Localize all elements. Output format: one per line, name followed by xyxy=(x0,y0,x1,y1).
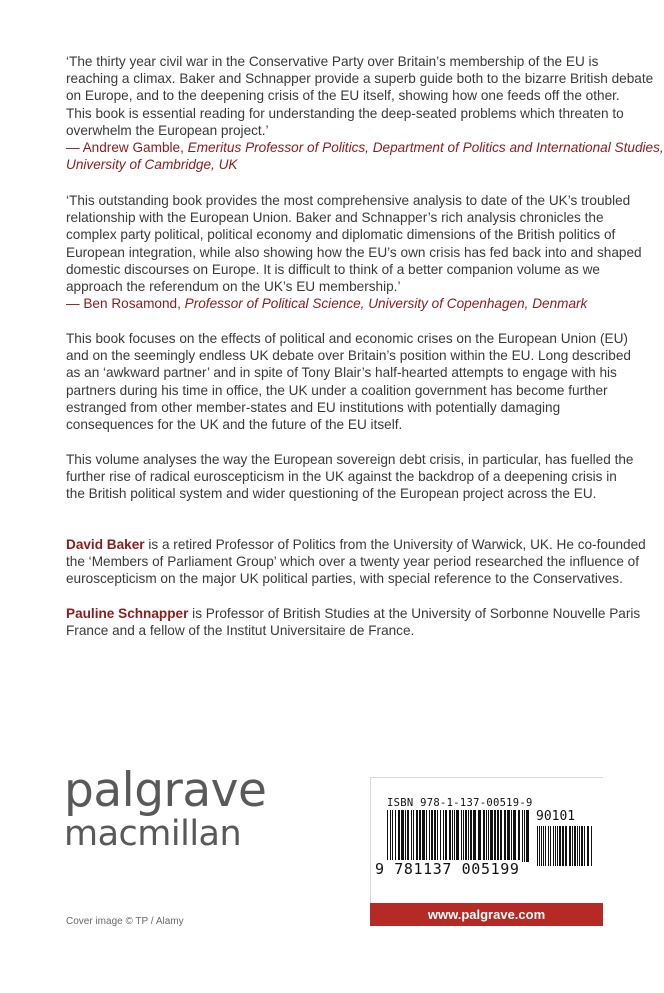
isbn-label: ISBN 978-1-137-00519-9 xyxy=(387,797,533,809)
barcode-bar xyxy=(411,810,412,862)
addon-bar xyxy=(555,826,556,866)
barcode-bar xyxy=(526,810,529,862)
attribution-name: — Andrew Gamble, xyxy=(66,140,184,156)
author-bio-baker xyxy=(66,536,646,588)
attribution-affiliation: Emeritus Professor of Politics, Department of Politics and International Studies, xyxy=(187,140,664,156)
barcode-bar xyxy=(443,810,444,862)
bio-text: is Professor of British Studies at the University of Sorbonne Nouvelle Paris xyxy=(188,606,641,621)
attribution-name: — Ben Rosamond, xyxy=(66,296,181,312)
addon-bar xyxy=(587,826,589,866)
barcode-bar xyxy=(431,810,433,862)
addon-bar xyxy=(577,826,578,866)
review-quote-rosamond xyxy=(66,192,642,312)
barcode-bar xyxy=(494,810,496,862)
barcode-bar xyxy=(473,810,476,862)
barcode-bar xyxy=(429,810,430,862)
bio-line: France and a fellow of the Institut Universitaire de France. xyxy=(66,623,415,639)
quote-line: overwhelm the European project.’ xyxy=(66,122,269,138)
addon-bar xyxy=(574,826,576,866)
barcode-bar xyxy=(490,810,493,862)
publisher-url[interactable]: www.palgrave.com xyxy=(370,903,603,926)
quote-line: reaching a climax. Baker and Schnapper provide a superb guide both to the bizarre British debate xyxy=(66,71,654,87)
barcode-bar xyxy=(518,810,520,862)
barcode-bar xyxy=(437,810,438,862)
description-line: This book focuses on the effects of political and economic crises on the European Union (EU) xyxy=(66,331,628,346)
description-line: This volume analyses the way the European sovereign debt crisis, in particular, has fuelled the xyxy=(66,452,634,467)
quote-line: relationship with the European Union. Baker and Schnapper’s rich analysis chronicles the xyxy=(66,210,604,226)
addon-bar xyxy=(550,826,551,866)
barcode-bar xyxy=(405,810,406,862)
addon-bar xyxy=(545,826,546,866)
quote-line: ‘The thirty year civil war in the Conservative Party over Britain’s membership of the EU is xyxy=(66,54,599,69)
logo-macmillan: macmillan xyxy=(64,814,242,854)
barcode-bar xyxy=(398,810,400,862)
barcode-bar xyxy=(483,810,485,862)
quote-attribution xyxy=(66,139,664,156)
barcode-bar xyxy=(511,810,512,862)
addon-bar xyxy=(579,826,580,866)
barcode-bar xyxy=(452,810,453,862)
quote-attribution xyxy=(66,295,626,312)
bio-line: the ‘Members of Parliament Group’ which over a twenty year period researched the influence of xyxy=(66,554,639,570)
barcode-bar xyxy=(488,810,489,862)
barcode-bar xyxy=(463,810,464,862)
barcode-bar xyxy=(440,810,441,862)
description-line: consequences for the UK and the future of the EU itself. xyxy=(66,417,403,433)
addon-bar xyxy=(539,826,540,866)
barcode-bar xyxy=(416,810,418,862)
barcode-bar xyxy=(419,810,421,862)
addon-bar xyxy=(548,826,549,866)
book-description-paragraph-2 xyxy=(66,451,634,503)
barcode-bar xyxy=(426,810,427,862)
barcode-bar xyxy=(422,810,425,862)
barcode-bar xyxy=(507,810,510,862)
addon-bar xyxy=(559,826,561,866)
quote-line: on Europe, and to the deepening crisis of the EU itself, showing how one feeds off the other. xyxy=(66,88,620,104)
barcode-bar xyxy=(468,810,469,862)
attribution-affiliation: University of Cambridge, UK xyxy=(66,157,238,173)
publisher-logo xyxy=(64,763,267,854)
barcode-bar xyxy=(470,810,472,862)
barcode-bar xyxy=(395,810,396,862)
quote-line: European integration, while also showing how the EU’s own crisis has fed back into and shaped xyxy=(66,244,642,260)
description-line: as an ‘awkward partner’ and in spite of Tony Blair’s half-hearted attempts to engage with his xyxy=(66,365,617,381)
barcode-bar xyxy=(449,810,451,862)
barcode-bar xyxy=(390,810,391,862)
addon-bar xyxy=(541,826,542,866)
addon-bar xyxy=(584,826,585,866)
barcode-bar xyxy=(504,810,506,862)
description-line: and on the seemingly endless UK debate over Britain’s position within the EU. Long described xyxy=(66,348,631,364)
barcode-addon-number: 90101 xyxy=(536,809,576,824)
barcode-bar xyxy=(522,810,523,862)
quote-line: This book is essential reading for understanding the deep-seated problems which threaten to xyxy=(66,105,624,121)
quote-attribution-cont xyxy=(66,156,626,173)
addon-bar xyxy=(581,826,583,866)
barcode-bar xyxy=(465,810,467,862)
logo-palgrave: palgrave xyxy=(64,763,267,818)
barcode-bar xyxy=(445,810,447,862)
addon-bar xyxy=(572,826,573,866)
addon-bar xyxy=(565,826,567,866)
addon-bar xyxy=(562,826,564,866)
addon-bar xyxy=(537,826,538,866)
quote-line: approach the referendum on the UK’s EU membership.’ xyxy=(66,279,401,295)
quote-line: complex party political, political economy and diplomatic dimensions of the British politics of xyxy=(66,227,616,243)
bio-text: is a retired Professor of Politics from the University of Warwick, UK. He co-founded xyxy=(144,537,646,552)
barcode-bar xyxy=(401,810,404,862)
barcode-bar xyxy=(497,810,499,862)
barcode-bar xyxy=(500,810,502,862)
addon-bar xyxy=(591,826,592,866)
description-line: further rise of radical euroscepticism in the UK against the backdrop of a deepening crisis in xyxy=(66,469,617,485)
quote-line: ‘This outstanding book provides the most comprehensive analysis to date of the UK’s troubled xyxy=(66,193,631,208)
barcode-bar xyxy=(524,810,525,862)
barcode-bar xyxy=(387,810,388,862)
bio-line xyxy=(66,536,646,553)
addon-bar xyxy=(543,826,544,866)
cover-image-credit: Cover image © TP / Alamy xyxy=(66,916,184,927)
barcode-bar xyxy=(413,810,414,862)
author-bio-schnapper xyxy=(66,605,641,639)
barcode-bar xyxy=(434,810,436,862)
review-quote-gamble xyxy=(66,53,664,173)
author-name: Pauline Schnapper xyxy=(66,606,189,621)
addon-bar xyxy=(557,826,558,866)
barcode-number: 9 781137 005199 xyxy=(375,860,520,878)
description-line: the British political system and wider questioning of the European project across the EU. xyxy=(66,486,597,502)
book-description-paragraph-1 xyxy=(66,330,631,433)
addon-bar xyxy=(569,826,571,866)
barcode-bar xyxy=(392,810,393,862)
bio-line xyxy=(66,605,641,622)
barcode-bar xyxy=(486,810,487,862)
quote-line: domestic discourses on Europe. It is difficult to think of a better companion volume as we xyxy=(66,261,600,277)
bio-line: euroscepticism on the major UK political parties, with special reference to the Conservatives. xyxy=(66,571,623,587)
description-line: partners during his time in office, the UK under a coalition government has become further xyxy=(66,382,608,398)
barcode-bar xyxy=(461,810,462,862)
barcode-bar xyxy=(478,810,481,862)
addon-bar xyxy=(553,826,554,866)
barcode-bar xyxy=(454,810,455,862)
barcode-bar xyxy=(407,810,409,862)
barcode-bar xyxy=(513,810,516,862)
barcode-bar xyxy=(456,810,459,862)
attribution-affiliation: Professor of Political Science, University of Copenhagen, Denmark xyxy=(184,296,588,312)
description-line: estranged from other member-states and EU institutions with potentially damaging xyxy=(66,399,561,415)
author-name: David Baker xyxy=(66,537,145,552)
